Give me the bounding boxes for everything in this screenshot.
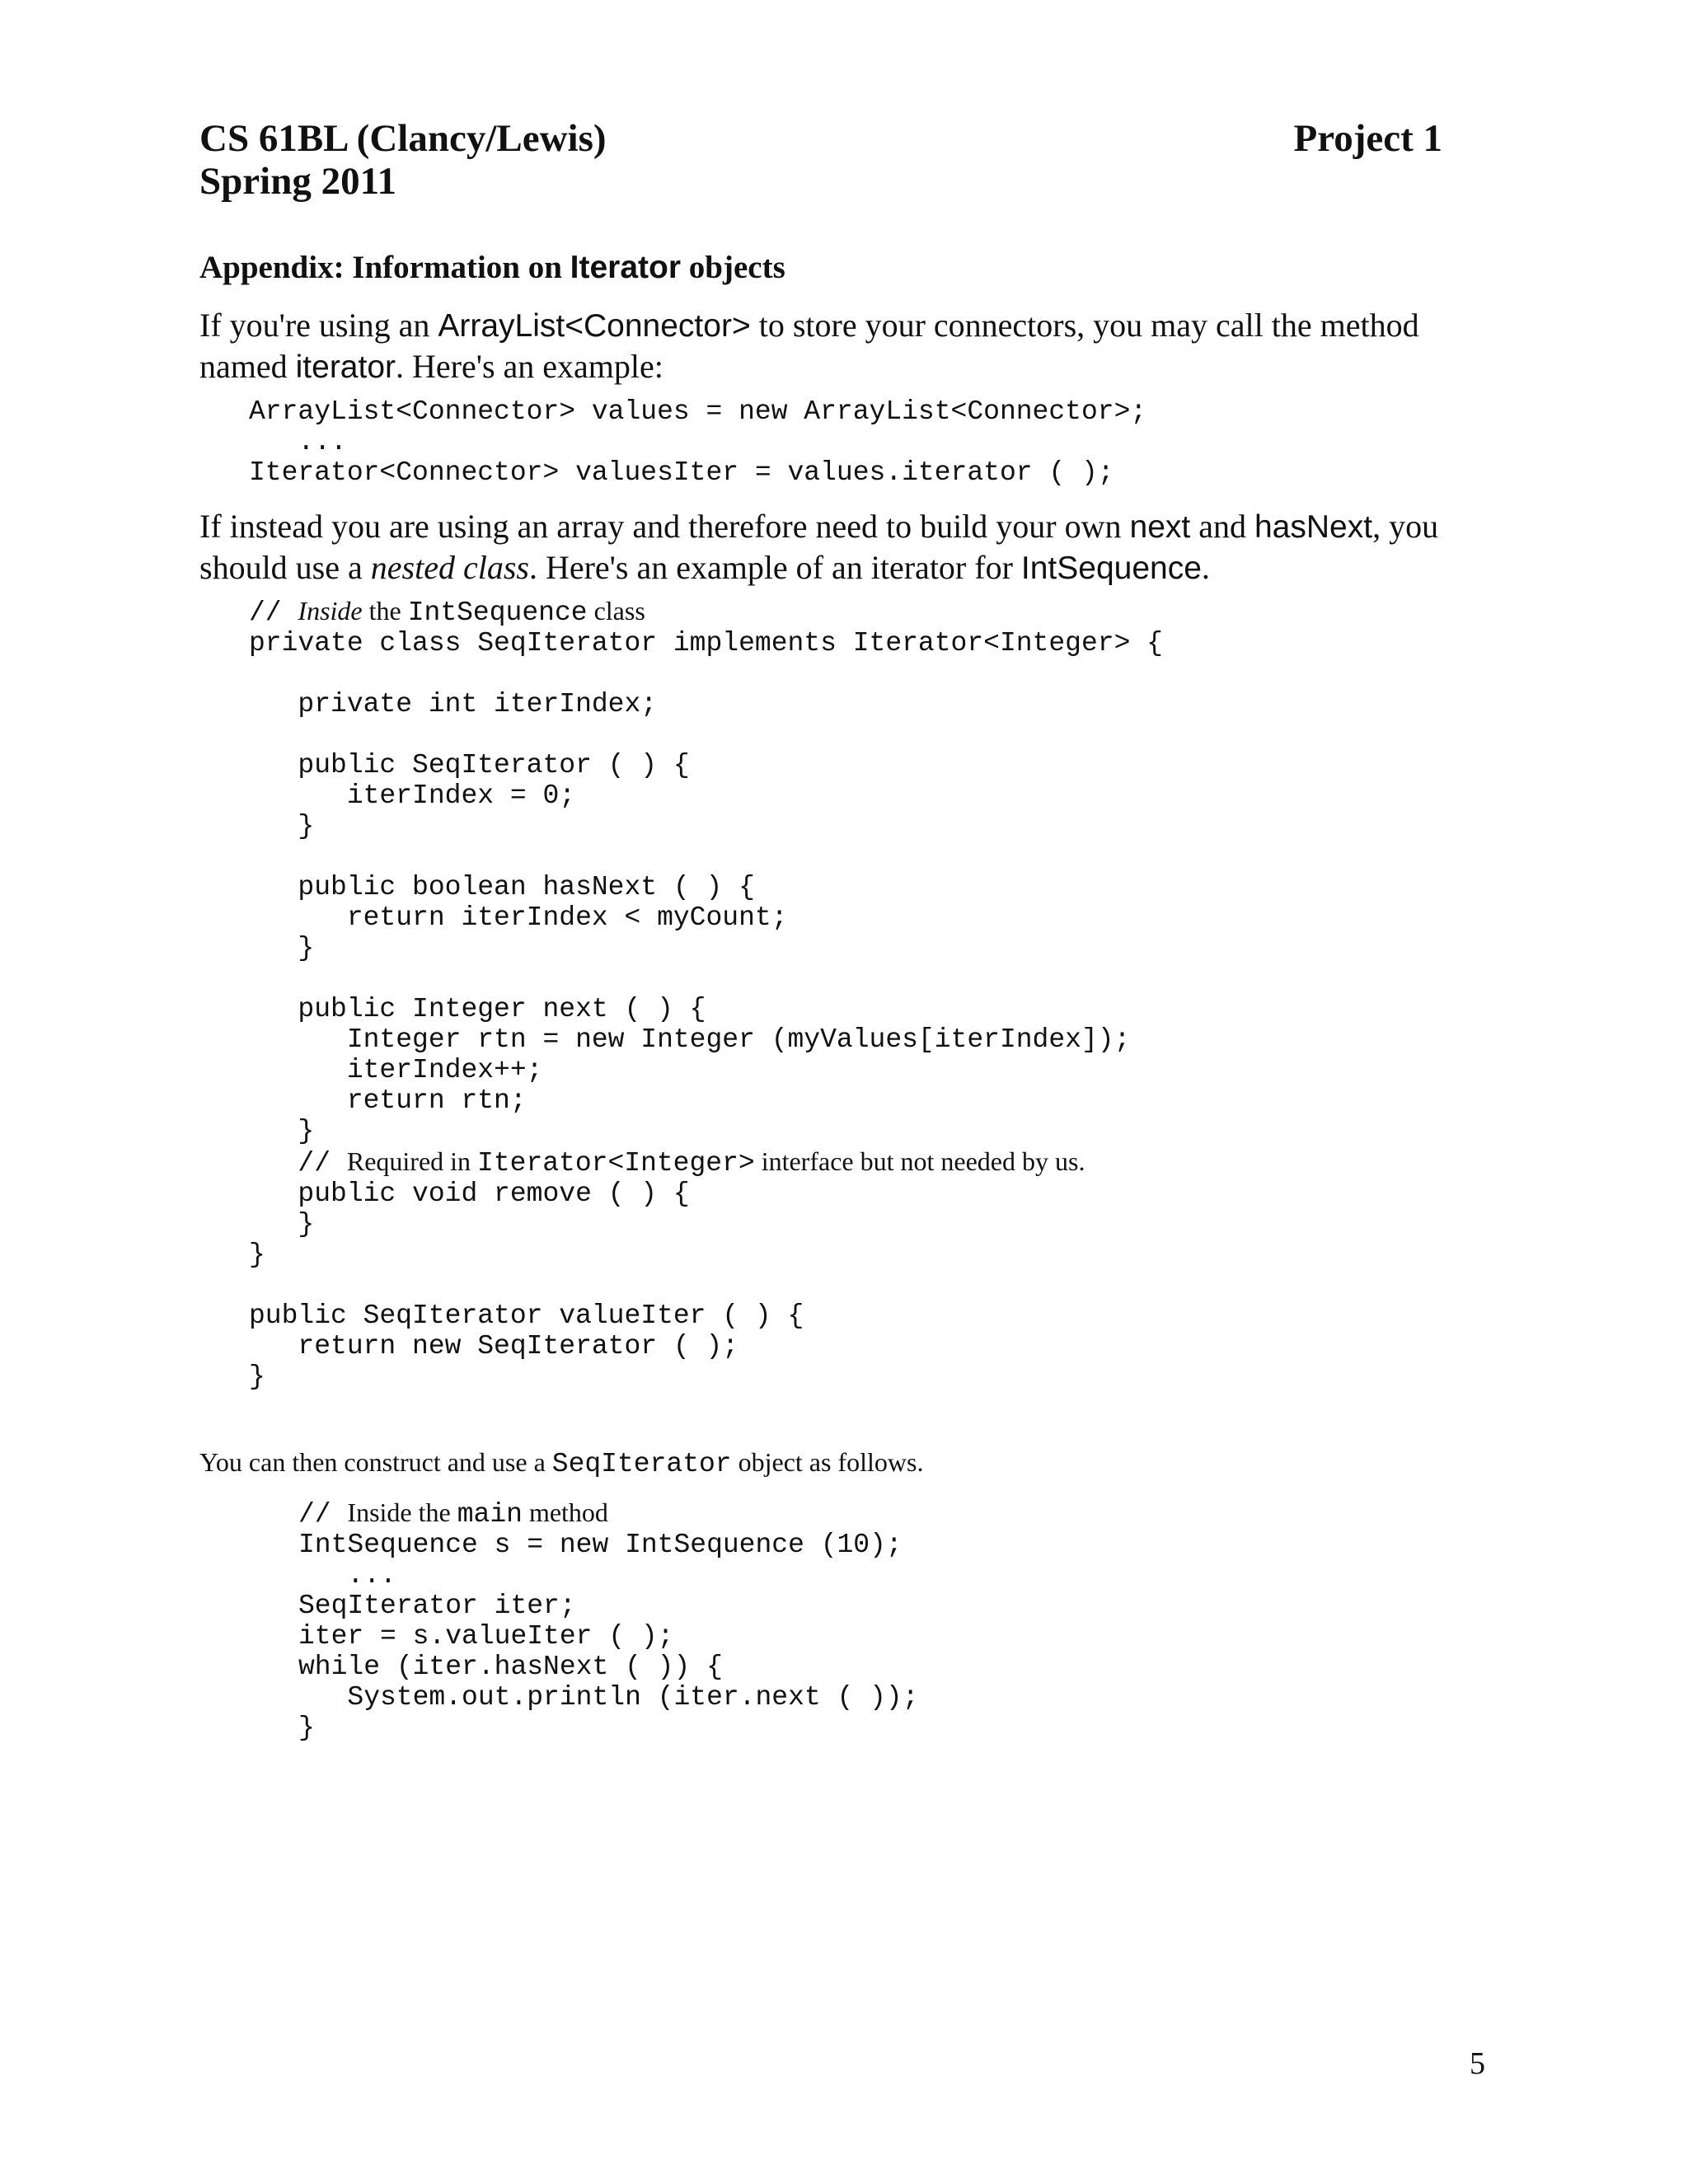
code2-body-part-2: public void remove ( ) { } } public SeqIterator valueIter ( ) { return new SeqIterator ( ); }: [249, 1179, 804, 1392]
code3-comment-slash: //: [298, 1499, 348, 1530]
appendix-title: [199, 249, 785, 287]
appendix-title-keyword: Iterator: [570, 250, 682, 285]
page-number: 5: [1470, 2046, 1485, 2081]
code2-comment-the: the: [362, 596, 408, 626]
para2-keyword-next: next: [1129, 509, 1191, 545]
code2-body-part-1: private class SeqIterator implements Iterator<Integer> { private int iterIndex; public SeqIterator ( ) { iterIndex = 0; } public boolean hasNext ( ) { return iterIndex < myCount; } public Integer next ( ) { Integer rtn = new Integer (myValues[iterIndex]); iterIndex++; return rtn; }: [249, 628, 1163, 1146]
para2-text-4: . Here's an example of an iterator for: [528, 549, 1021, 586]
para2-emphasis: nested class: [370, 549, 529, 586]
para1-text-3: . Here's an example:: [396, 348, 663, 385]
code2-comment-class-name: IntSequence: [407, 598, 588, 628]
code1-line-1: ArrayList<Connector> values = new ArrayList<Connector>;: [249, 396, 1147, 427]
usage-paragraph: [199, 1446, 923, 1481]
main-method-code-block: [298, 1497, 919, 1743]
code2-comment-slash: //: [249, 598, 298, 628]
term-label: Spring 2011: [199, 160, 396, 203]
para1-text-2: to store your connectors, you may call the method named: [199, 307, 1419, 385]
para3-text-2: object as follows.: [731, 1447, 924, 1477]
para2-text-2: and: [1190, 508, 1254, 545]
para3-keyword-seqiterator: SeqIterator: [551, 1449, 732, 1479]
para1-keyword-iterator: iterator: [295, 349, 396, 385]
para2-text-5: .: [1201, 549, 1210, 586]
project-label: Project 1: [1293, 117, 1442, 160]
code3-comment-main: main: [457, 1499, 523, 1530]
code2-comment2-interface-name: Iterator<Integer>: [477, 1148, 755, 1179]
code2-comment2-required: Required in: [346, 1146, 478, 1176]
code3-comment-method: method: [522, 1497, 608, 1527]
para1-text-1: If you're using an: [199, 307, 438, 344]
para2-keyword-hasnext: hasNext: [1254, 509, 1373, 545]
code2-comment-class: class: [587, 596, 645, 626]
code2-comment2-tail: interface but not needed by us.: [754, 1146, 1085, 1176]
code1-line-2: ...: [249, 427, 347, 457]
appendix-title-prefix: Appendix: Information on: [199, 250, 570, 285]
code1-line-3: Iterator<Connector> valuesIter = values.iterator ( );: [249, 457, 1114, 488]
seqiterator-code-block: [249, 596, 1163, 1392]
course-title: CS 61BL (Clancy/Lewis): [199, 117, 607, 160]
code2-comment2-slash: //: [298, 1148, 347, 1179]
para1-keyword-arraylist: ArrayList<Connector>: [438, 308, 751, 344]
para3-text-1: You can then construct and use a: [199, 1447, 552, 1477]
para2-keyword-intsequence: IntSequence: [1020, 551, 1202, 586]
arraylist-code-block: [249, 396, 1146, 488]
code2-comment-indent: [249, 1148, 298, 1179]
intro-paragraph: [199, 305, 1485, 387]
code2-comment-inside: Inside: [298, 596, 363, 626]
appendix-title-suffix: objects: [681, 250, 785, 285]
code3-comment-inside: Inside the: [347, 1497, 457, 1527]
nested-class-paragraph: [199, 506, 1485, 588]
para2-text-1: If instead you are using an array and therefore need to build your own: [199, 508, 1130, 545]
para2-text-3: , you should use a: [199, 508, 1439, 586]
code3-body: IntSequence s = new IntSequence (10); ... SeqIterator iter; iter = s.valueIter ( ); while (iter.hasNext ( )) { System.out.println (iter.next ( )); }: [298, 1530, 919, 1743]
